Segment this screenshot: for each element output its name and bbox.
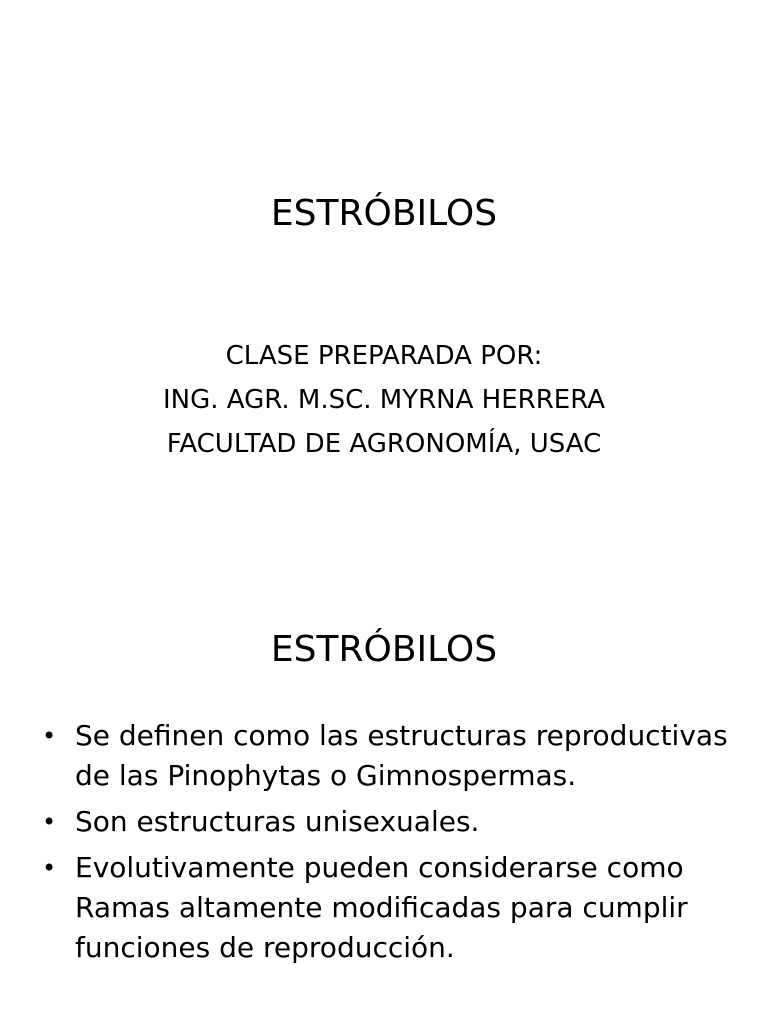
bullet-icon: • bbox=[42, 808, 57, 836]
bullet-text: Evolutivamente pueden considerarse como Ramas altamente modificadas para cumplir funciones de reproducción. bbox=[75, 851, 688, 964]
bullet-text: Son estructuras unisexuales. bbox=[75, 805, 480, 838]
slide-1-title: ESTRÓBILOS bbox=[270, 193, 498, 234]
bullet-item bbox=[40, 848, 740, 968]
bullet-text: Se definen como las estructuras reproductivas de las Pinophytas o Gimnospermas. bbox=[75, 719, 728, 792]
slide-1-subtitle bbox=[0, 334, 768, 466]
bullet-list bbox=[40, 716, 740, 974]
subtitle-line-institution: FACULTAD DE AGRONOMÍA, USAC bbox=[166, 429, 602, 459]
subtitle-line-author: ING. AGR. M.SC. MYRNA HERRERA bbox=[162, 385, 606, 415]
bullet-icon: • bbox=[42, 722, 57, 750]
bullet-item bbox=[40, 716, 740, 796]
slide-content bbox=[0, 576, 768, 1024]
bullet-icon: • bbox=[42, 854, 57, 882]
bullet-item bbox=[40, 802, 740, 842]
subtitle-line-prepared-by: CLASE PREPARADA POR: bbox=[225, 341, 543, 371]
slide-2-title: ESTRÓBILOS bbox=[270, 629, 498, 670]
